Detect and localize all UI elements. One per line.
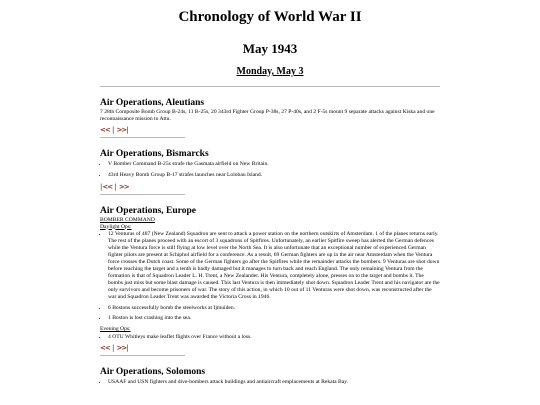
daylight-ops-label: Daylight Ops: — [100, 223, 132, 230]
section-text-aleutians: 7 28th Composite Bomb Group B-24s, 11 B-25s, 20 343rd Fighter Group P-38s, 27 P-40s, and 2 F-5s mount 9 separate attacks against Kiska and one reconnaissance mission to Attu. — [100, 109, 435, 122]
site-title: Chronology of World War II — [178, 9, 362, 25]
list-item: • 1 Boston is lost crashing into the sea. — [108, 315, 440, 322]
next-arrow-icon[interactable]: >> — [118, 182, 129, 191]
evening-ops-label: Evening Ops: — [100, 326, 131, 333]
section-nav — [100, 126, 440, 134]
list-item: • 12 Venturas of 487 (New Zealand) Squadron are sent to attack a power station on the northern outskirts of Amsterdam. 1 of the planes returns early. The rest of the planes proceed with an escort of 3 squadrons of Spitfires. Unfortunately, an earlier Spitfire sweep has alerted the German defences while the Ventura force is still flying at low level over the North Sea. It is also unfortunate that an exceptional number of experienced German fighter pilots are present at Schiphol airfield for a conference. As a result, 69 German fighters are up in the air near Amsterdam when the Ventura force crosses the Dutch coast. Some of the German fighters go after the Spitfires while the remainder attacks the bombers. 9 Venturas are shot down before reaching the target and a tenth is badly damaged but it manages to turn back and reach England. The only remaining Ventura from the formation is that of Squadron Leader L. H. Trent, a New Zealander. His Ventura, completely alone, presses on to the target and bombs it. The bombs just miss but some blast damage is caused. This last Ventura is then immediately shot down. Squadron Leader Trent and his navigator are the only survivors and become prisoners of war. The story of this action, in which 10 out of 11 Venturas were shot down, was reconstructed after the war and Squadron Leader Trent was awarded the Victoria Cross in 1946. — [108, 231, 440, 300]
header-divider — [100, 86, 440, 87]
section-list-bismarcks — [100, 161, 440, 179]
nav-separator: | — [111, 344, 115, 353]
section-title-bismarcks: Air Operations, Bismarcks — [100, 148, 209, 159]
list-item: • 6 Bostons successfully bomb the steelworks at Ijmuiden. — [108, 305, 440, 312]
prev-arrow-icon[interactable]: << — [100, 344, 110, 353]
section-divider — [100, 355, 185, 356]
list-item: • V Bomber Command B-25s strafe the Gasmata airfield on New Britain. — [108, 161, 440, 168]
section-title-aleutians: Air Operations, Aleutians — [100, 98, 205, 108]
month-title: May 1943 — [242, 41, 298, 56]
nav-separator: | — [100, 182, 103, 191]
next-arrow-icon[interactable]: >> — [116, 344, 127, 353]
section-title-europe: Air Operations, Europe — [100, 205, 196, 216]
section-nav — [100, 344, 440, 352]
content-europe — [100, 206, 440, 353]
daylight-ops-list — [100, 231, 440, 322]
prev-arrow-icon[interactable]: << — [102, 182, 113, 191]
section-divider — [100, 194, 185, 195]
evening-ops-list — [100, 334, 440, 341]
subsection-title[interactable]: BOMBER COMMAND — [100, 216, 155, 223]
list-item: • 4 OTU Whitleys make leaflet flights over France without a loss. — [108, 334, 440, 341]
section-list-solomons — [100, 379, 440, 386]
day-title[interactable]: Monday, May 3 — [236, 66, 304, 77]
list-item: • USAAF and USN fighters and dive-bombers attack buildings and antiaircraft emplacements at Rekata Bay. — [108, 379, 440, 386]
nav-separator: | — [114, 182, 117, 191]
nav-separator: | — [126, 344, 129, 353]
section-title-solomons: Air Operations, Solomons — [100, 367, 206, 378]
next-arrow-icon[interactable]: >> — [116, 125, 127, 134]
content-bismarcks — [100, 149, 440, 191]
section-nav — [100, 183, 440, 191]
prev-arrow-icon[interactable]: << — [100, 125, 110, 134]
nav-separator: | — [126, 125, 129, 134]
content-solomons — [100, 367, 440, 386]
content — [100, 98, 440, 134]
list-item: • 43rd Heavy Bomb Group B-17 strafes launches near Lolobau Island. — [108, 172, 440, 179]
section-divider — [100, 137, 185, 138]
nav-separator: | — [111, 125, 115, 134]
